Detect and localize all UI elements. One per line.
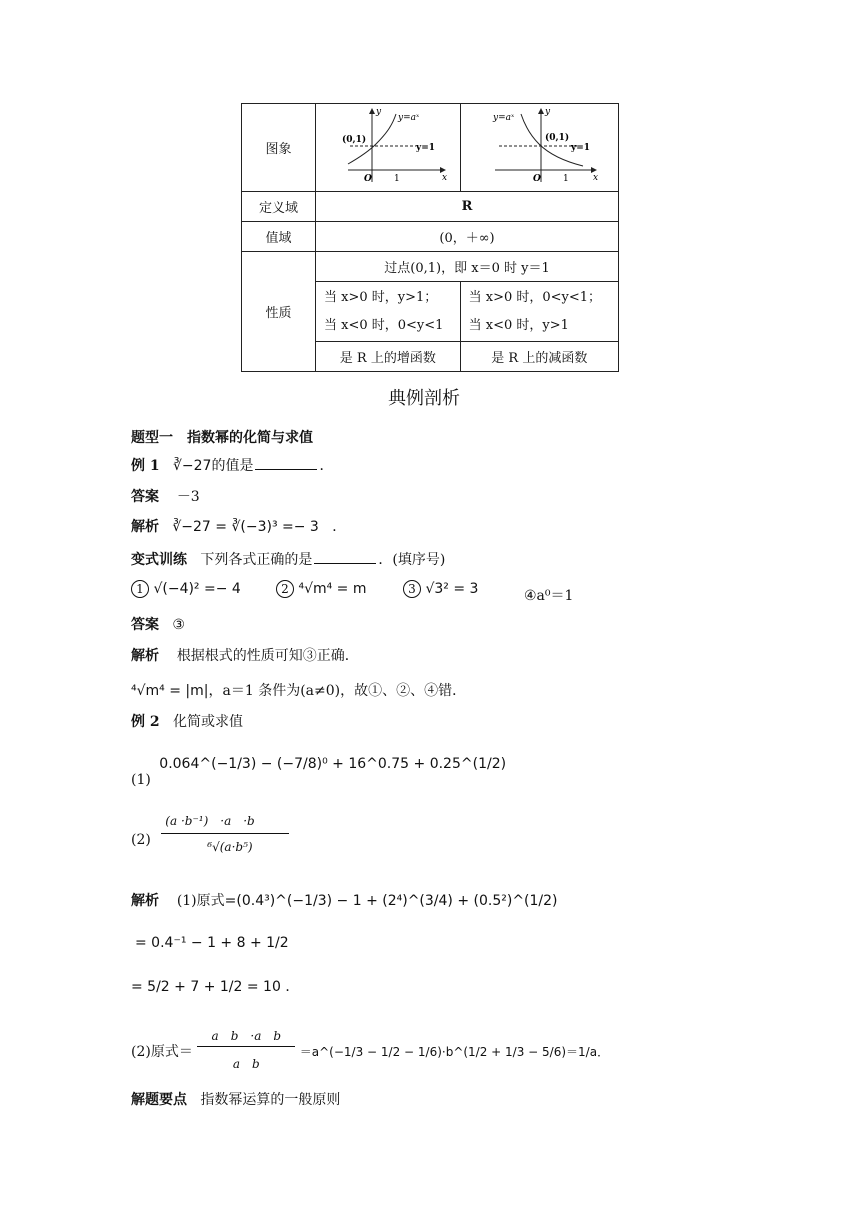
variant-label: 变式训练 — [131, 552, 187, 568]
variant-note — [131, 680, 466, 700]
row-label-range: 值域 — [242, 222, 316, 252]
key-points-text: 指数幂运算的一般原则 — [200, 1092, 341, 1108]
example2-part1 — [131, 746, 507, 788]
decreasing-monotonic: 是 R 上的减函数 — [460, 342, 618, 372]
row-label-domain: 定义域 — [242, 192, 316, 222]
example1-blank — [255, 457, 317, 470]
step3 — [131, 976, 299, 996]
x-axis-label: x — [441, 172, 447, 183]
part2-solution — [131, 1025, 609, 1072]
variant-answer-label: 答案 — [131, 617, 159, 633]
variant-analysis — [131, 645, 359, 665]
tick-label: 1 — [563, 173, 570, 184]
decreasing-properties — [460, 282, 618, 342]
answer-value: －3 — [176, 489, 200, 505]
ex2-analysis-label: 解析 — [131, 893, 159, 909]
option3 — [403, 580, 478, 598]
variant-blank — [314, 551, 376, 564]
variant-note-text: ，a＝1 条件为(a≠0)，故①、②、④错． — [208, 683, 467, 699]
analysis-label: 解析 — [131, 519, 159, 535]
point-label: (0,1) — [545, 132, 570, 143]
part2-numerator: (a ·b⁻¹) ·a ·b — [161, 808, 289, 834]
increasing-monotonic: 是 R 上的增函数 — [316, 342, 461, 372]
answer-label: 答案 — [131, 489, 159, 505]
range-value: (0，＋∞) — [316, 222, 619, 252]
variant-tail: ．(填序号) — [378, 552, 446, 568]
common-property: 过点(0,1)，即 x＝0 时 y＝1 — [316, 252, 619, 282]
line-label: y=1 — [571, 142, 591, 153]
decreasing-prop-1: 当 x>0 时，0<y<1； — [468, 289, 602, 305]
option4: ④a⁰＝1 — [524, 588, 574, 604]
y-axis-label: y — [545, 106, 551, 117]
point-label: (0,1) — [341, 134, 366, 145]
example1-text: 的值是 — [211, 458, 254, 474]
variant-analysis-text: 根据根式的性质可知③正确． — [176, 648, 359, 664]
step1-expr: (0.4³)^(−1/3) − 1 + (2⁴)^(3/4) + (0.5²)^(1/2) — [236, 893, 558, 909]
tick-label: 1 — [393, 173, 400, 184]
increasing-prop-1: 当 x>0 时，y>1； — [324, 289, 438, 305]
x-axis-label: x — [593, 172, 599, 183]
increasing-properties — [316, 282, 461, 342]
line-label: y=1 — [415, 142, 435, 153]
decreasing-prop-2: 当 x<0 时，y>1 — [468, 317, 569, 333]
step3-expr: = 5/2 + 7 + 1/2 = 10 — [131, 979, 281, 995]
variant-answer — [131, 614, 185, 634]
option3-expr: √3² = 3 — [425, 581, 479, 597]
variant-options — [131, 580, 241, 598]
p2-solution-result: ＝a^(−1/3 − 1/2 − 1/6)·b^(1/2 + 1/3 − 5/6)＝1/a． — [299, 1045, 610, 1059]
row-label-graph: 图象 — [242, 104, 316, 192]
variant-analysis-label: 解析 — [131, 648, 159, 664]
step2-expr: = 0.4⁻¹ − 1 + 8 + 1/2 — [135, 935, 289, 951]
variant-note-expr: ⁴√m⁴ = |m| — [131, 683, 209, 699]
p2-solution-fraction — [197, 1025, 295, 1072]
graph-increasing-svg — [328, 106, 448, 186]
part2-denominator: ⁶√(a·b⁵) — [207, 840, 253, 854]
properties-table — [241, 103, 619, 372]
example1-expr: ∛−27 — [172, 458, 212, 474]
example2-part2 — [131, 808, 289, 854]
variant-answer-value: ③ — [172, 617, 185, 633]
option3-marker: 3 — [403, 580, 421, 598]
section-title: 典例剖析 — [388, 388, 460, 409]
row-label-properties: 性质 — [242, 252, 316, 372]
curve-label: y=aˣ — [397, 112, 419, 123]
option2-marker: 2 — [276, 580, 294, 598]
step3-tail: ． — [285, 979, 300, 995]
option1-marker: 1 — [131, 580, 149, 598]
domain-value: R — [316, 192, 619, 222]
graph-decreasing — [460, 104, 618, 192]
y-axis-label: y — [375, 106, 381, 117]
key-points — [131, 1089, 340, 1109]
example2-line — [131, 711, 243, 731]
p2-solution-numerator: a b ·a b — [197, 1025, 295, 1047]
example1-label: 例 1 — [131, 458, 160, 474]
option1-expr: √(−4)² =− 4 — [153, 581, 241, 597]
key-points-label: 解题要点 — [131, 1092, 187, 1108]
variant-line — [131, 549, 445, 569]
step2 — [135, 935, 289, 951]
example2-label: 例 2 — [131, 714, 160, 730]
origin-label: O — [363, 173, 372, 184]
origin-label: O — [533, 173, 542, 184]
part1-label: (1) — [131, 772, 151, 788]
step1-prefix: (1)原式= — [176, 893, 237, 909]
analysis-tail: ． — [332, 519, 347, 535]
p2-solution-prefix: (2)原式＝ — [131, 1044, 193, 1060]
analysis-expr: ∛−27 = ∛(−3)³ =− 3 — [172, 519, 319, 535]
graph-decreasing-svg — [479, 106, 599, 186]
graph-increasing — [316, 104, 461, 192]
type1-title: 题型一 指数幂的化简与求值 — [131, 430, 313, 446]
part2-fraction — [161, 808, 289, 854]
example1-analysis — [131, 516, 346, 536]
example2-text: 化简或求值 — [172, 714, 243, 730]
p2-solution-denominator: a b — [232, 1057, 260, 1071]
option2 — [276, 580, 367, 598]
option2-expr: ⁴√m⁴ = m — [298, 581, 367, 597]
curve-label: y=aˣ — [493, 112, 515, 123]
part1-expr: 0.064^(−1/3) − (−7/8)⁰ + 16^0.75 + 0.25^(1/2) — [159, 756, 507, 772]
variant-text: 下列各式正确的是 — [200, 552, 313, 568]
example1-answer — [131, 486, 200, 506]
increasing-prop-2: 当 x<0 时，0<y<1 — [324, 317, 444, 333]
example1-line — [131, 455, 333, 475]
example2-analysis — [131, 890, 558, 910]
part2-label: (2) — [131, 832, 151, 848]
example1-tail: ． — [319, 458, 334, 474]
